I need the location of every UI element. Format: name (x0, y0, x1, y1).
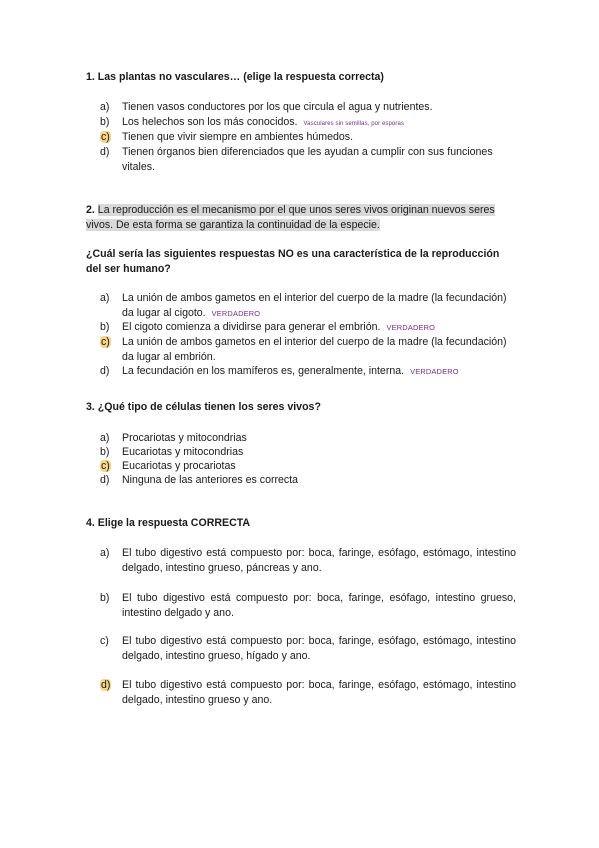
q2-number: 2. (86, 204, 95, 216)
option-text: La unión de ambos gametos en el interior del cuerpo de la madre (la fecundación) da lugar al cigoto. (122, 292, 507, 319)
q4-title: 4. Elige la respuesta CORRECTA (86, 517, 251, 529)
option-text: El tubo digestivo está compuesto por: boca, faringe, esófago, estómago, intestino delgado, intestino grueso, hígado y ano. (122, 635, 516, 662)
option-letter-highlighted: c) (101, 460, 110, 472)
option-letter-highlighted: d) (101, 679, 111, 691)
option-text: El cigoto comienza a dividirse para generar el embrión. (122, 321, 381, 333)
option-letter: a) (100, 101, 110, 113)
q3-title: 3. ¿Qué tipo de células tienen los seres vivos? (86, 401, 321, 413)
option-line (122, 364, 516, 379)
option-letter: b) (100, 116, 110, 128)
option-letter: b) (100, 321, 110, 333)
q2-statement-text: La reproducción es el mecanismo por el que unos seres vivos originan nuevos seres vivos. De esta forma se garantiza la continuidad de la especie. (86, 204, 495, 231)
option-letter: a) (100, 432, 110, 444)
option-letter: b) (100, 592, 110, 604)
option-text: Tienen que vivir siempre en ambientes húmedos. (122, 131, 354, 143)
option-text: Los helechos son los más conocidos. (122, 116, 298, 128)
option-text: Tienen vasos conductores por los que circula el agua y nutrientes. (122, 101, 433, 113)
margin-note: Vasculares sin semillas, por esporas (303, 121, 405, 127)
option-text: El tubo digestivo está compuesto por: boca, faringe, esófago, intestino grueso, intestino delgado y ano. (122, 592, 516, 619)
margin-note: VERDADERO (211, 309, 261, 318)
option-letter: d) (100, 146, 110, 158)
option-line (122, 320, 516, 335)
option-text: Procariotas y mitocondrias (122, 432, 247, 444)
option-text: Eucariotas y procariotas (122, 460, 236, 472)
q1-title: 1. Las plantas no vasculares… (elige la respuesta correcta) (86, 71, 384, 83)
option-letter-highlighted: c) (101, 131, 110, 143)
option-letter: c) (100, 635, 109, 647)
q2-question: ¿Cuál sería las siguientes respuestas NO es una característica de la reproducción del ser humano? (86, 248, 500, 275)
option-text: El tubo digestivo está compuesto por: boca, faringe, esófago, estómago, intestino delgado, intestino grueso, páncreas y ano. (122, 547, 516, 574)
option-line (122, 291, 516, 321)
option-letter: d) (100, 474, 110, 486)
option-text: Eucariotas y mitocondrias (122, 446, 244, 458)
margin-note: VERDADERO (410, 367, 459, 376)
option-letter: a) (100, 547, 110, 559)
option-text: El tubo digestivo está compuesto por: boca, faringe, esófago, estómago, intestino delgado, intestino grueso y ano. (122, 679, 516, 706)
option-letter-highlighted: c) (101, 336, 110, 348)
option-text: Ninguna de las anteriores es correcta (122, 474, 299, 486)
option-text: La fecundación en los mamíferos es, generalmente, interna. (122, 365, 405, 377)
option-text: La unión de ambos gametos en el interior del cuerpo de la madre (la fecundación) da lugar al embrión. (122, 336, 507, 363)
q2-statement (86, 203, 516, 233)
option-text: Tienen órganos bien diferenciados que les ayudan a cumplir con sus funciones vitales. (122, 146, 493, 173)
option-letter: d) (100, 365, 110, 377)
option-letter: b) (100, 446, 110, 458)
option-letter: a) (100, 292, 110, 304)
margin-note: VERDADERO (386, 323, 436, 332)
